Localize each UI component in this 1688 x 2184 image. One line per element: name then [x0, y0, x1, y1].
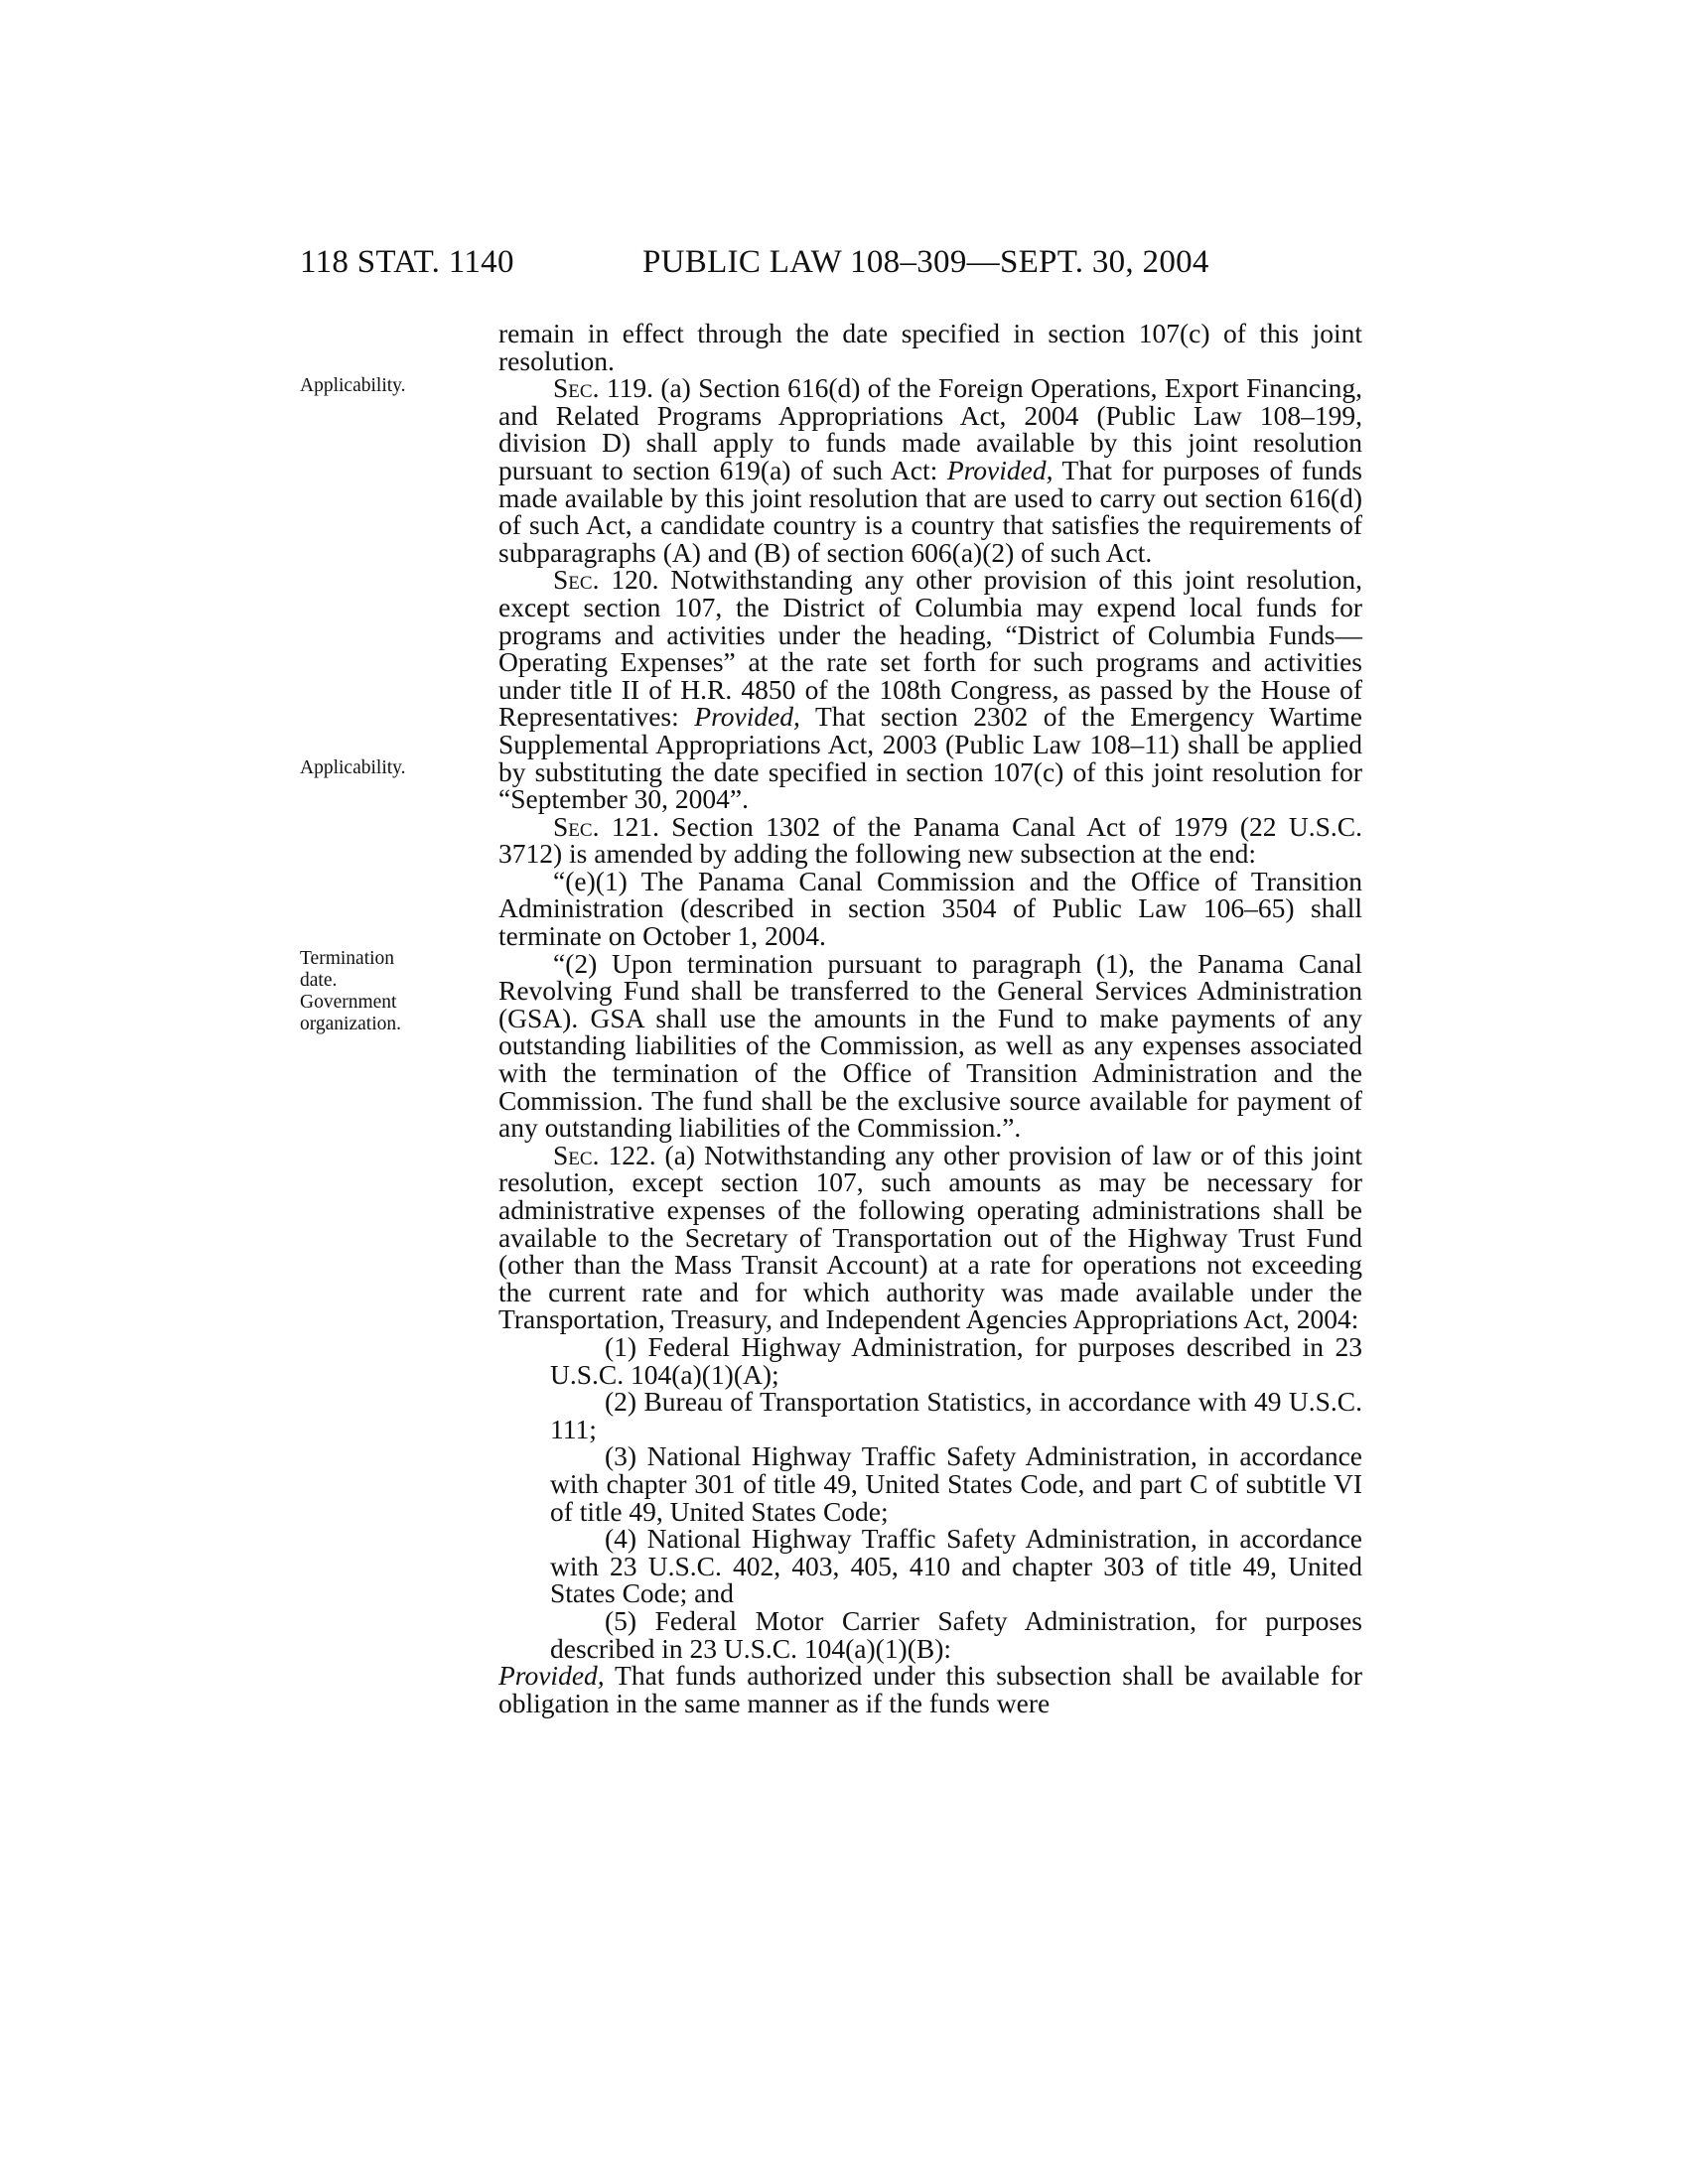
- margin-note-line: Termination: [300, 948, 395, 969]
- section-119: [498, 374, 1362, 566]
- final-proviso: [498, 1662, 1362, 1716]
- paragraph-continuation: remain in effect through the date specified in section 107(c) of this joint resolution.: [498, 318, 1362, 376]
- section-text: 119. (a) Section 616(d) of the Foreign Operations, Export Financing, and Related Programs Appropriations Act, 2004 (Public Law 108–199, division D) shall apply to funds made available by this joint resolution pursuant to section 619(a) of such Act:: [498, 372, 1362, 485]
- section-text: 121. Section 1302 of the Panama Canal Act of 1979 (22 U.S.C. 3712) is amended by adding the following new subsection at the end:: [498, 810, 1362, 870]
- list-item: (5) Federal Motor Carrier Safety Administration, for purposes described in 23 U.S.C. 104(a)(1)(B):: [550, 1604, 1362, 1664]
- document-body: [498, 320, 1362, 1716]
- section-text: 120. Notwithstanding any other provision of this joint resolution, except section 107, the District of Columbia may expend local funds for programs and activities under the heading, “District of Columbia Funds—Operating Expenses” at the rate set forth for such programs and activities under title II of H.R. 4850 of the 108th Congress, as passed by the House of Representatives:: [498, 564, 1362, 733]
- proviso-text: That funds authorized under this subsection shall be available for obligation in the same manner as if the funds were: [498, 1660, 1362, 1718]
- list-item: (4) National Highway Traffic Safety Administration, in accordance with 23 U.S.C. 402, 403, 405, 410 and chapter 303 of title 49, United States Code; and: [550, 1523, 1362, 1609]
- list-item: (2) Bureau of Transportation Statistics, in accordance with 49 U.S.C. 111;: [550, 1386, 1362, 1444]
- margin-note-termination: [300, 948, 429, 1035]
- section-text: 122. (a) Notwithstanding any other provision of law or of this joint resolution, except section 107, such amounts as may be necessary for administrative expenses of the following operating administrations shall be available to the Secretary of Transportation out of the Highway Trust Fund (other than the Mass Transit Account) at a rate for operations not exceeding the current rate and for which authority was made available under the Transportation, Treasury, and Independent Agencies Appropriations Act, 2004:: [498, 1139, 1362, 1335]
- page-header: [300, 244, 1362, 288]
- section-label: Sec.: [553, 810, 600, 842]
- section-text-rest: That section 2302 of the Emergency Wartime Supplemental Appropriations Act, 2003 (Public Law 108–11) shall be applied by substituting the date specified in section 107(c) of this joint resolution for “September 30, 2004”.: [498, 701, 1363, 815]
- provided-italic: Provided,: [498, 1660, 605, 1692]
- stat-citation: 118 STAT. 1140: [300, 244, 514, 280]
- section-120: [498, 564, 1363, 815]
- list-item: (3) National Highway Traffic Safety Administration, in accordance with chapter 301 of title 49, United States Code, and part C of subtitle VI of title 49, United States Code;: [550, 1440, 1362, 1527]
- provided-italic: Provided,: [694, 701, 800, 733]
- provided-italic: Provided,: [946, 454, 1054, 485]
- list-item: (1) Federal Highway Administration, for purposes described in 23 U.S.C. 104(a)(1)(A);: [550, 1330, 1362, 1390]
- margin-note-line: date.: [300, 970, 338, 991]
- margin-note-applicability-1: Applicability.: [300, 375, 406, 396]
- section-text-rest: That for purposes of funds made available by this joint resolution that are used to carry out section 616(d) of such Act, a candidate country is a country that satisfies the requirements of subparagraphs (A) and (B) of section 606(a)(2) of such Act.: [498, 454, 1363, 568]
- section-label: Sec.: [553, 1139, 600, 1170]
- section-label: Sec.: [553, 372, 600, 404]
- margin-note-line: Government: [300, 992, 397, 1013]
- section-label: Sec.: [553, 564, 600, 596]
- margin-note-applicability-2: Applicability.: [300, 757, 406, 778]
- margin-note-line: organization.: [300, 1014, 401, 1034]
- section-121-e2: “(2) Upon termination pursuant to paragraph (1), the Panama Canal Revolving Fund shall be transferred to the General Services Administration (GSA). GSA shall use the amounts in the Fund to make payments of any outstanding liabilities of the Commission, as well as any expenses associated with the termination of the Office of Transition Administration and the Commission. The fund shall be the exclusive source available for payment of any outstanding liabilities of the Commission.”.: [498, 947, 1362, 1144]
- section-122: [498, 1139, 1362, 1335]
- page-title: PUBLIC LAW 108–309—SEPT. 30, 2004: [642, 244, 1209, 280]
- section-121-e1: “(e)(1) The Panama Canal Commission and the Office of Transition Administration (described in section 3504 of Public Law 106–65) shall terminate on October 1, 2004.: [498, 865, 1362, 952]
- section-121: [498, 810, 1362, 870]
